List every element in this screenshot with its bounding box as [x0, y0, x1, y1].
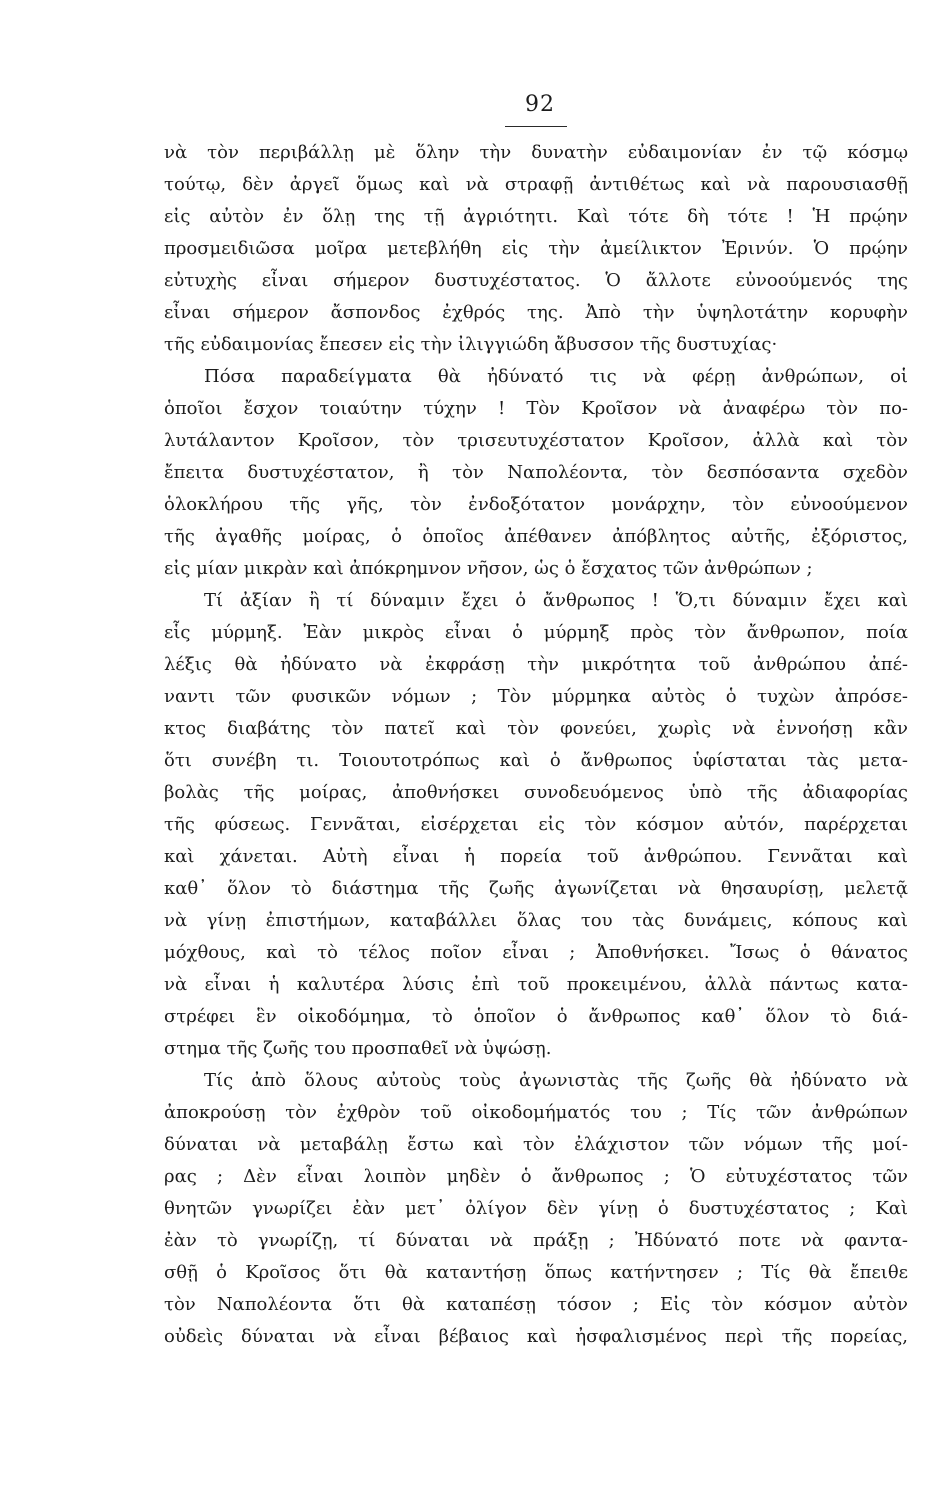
text-line: ὅτι συνέβη τι. Τοιουτοτρόπως καὶ ὁ ἄνθρωπος ὑφίσταται τὰς μετα-	[164, 750, 908, 771]
text-line: εἰς μίαν μικρὰν καὶ ἀπόκρημνον νῆσον, ὡς ὁ ἔσχατος τῶν ἀνθρώπων ;	[164, 558, 813, 579]
body-text	[164, 137, 908, 1353]
text-line: νὰ τὸν περιβάλλῃ μὲ ὅλην τὴν δυνατὴν εὐδαιμονίαν ἐν τῷ κόσμῳ	[164, 142, 908, 163]
text-line: μόχθους, καὶ τὸ τέλος ποῖον εἶναι ; Ἀποθνήσκει. Ἴσως ὁ θάνατος	[164, 942, 908, 963]
text-line: εἰς αὐτὸν ἐν ὅλῃ της τῇ ἀγριότητι. Καὶ τότε δὴ τότε ! Ἡ πρῴην	[164, 206, 908, 227]
text-line: λυτάλαντον Κροῖσον, τὸν τρισευτυχέστατον Κροῖσον, ἀλλὰ καὶ τὸν	[164, 430, 908, 451]
text-line: λέξις θὰ ἠδύνατο νὰ ἐκφράσῃ τὴν μικρότητα τοῦ ἀνθρώπου ἀπέ-	[164, 654, 908, 675]
text-line: δύναται νὰ μεταβάλῃ ἔστω καὶ τὸν ἐλάχιστον τῶν νόμων τῆς μοί-	[164, 1134, 908, 1155]
text-line: τῆς εὐδαιμονίας ἔπεσεν εἰς τὴν ἰλιγγιώδη ἄβυσσον τῆς δυστυχίας·	[164, 334, 778, 355]
text-line: στημα τῆς ζωῆς του προσπαθεῖ νὰ ὑψώσῃ.	[164, 1038, 552, 1059]
text-line: ρας ; Δὲν εἶναι λοιπὸν μηδὲν ὁ ἄνθρωπος ; Ὁ εὐτυχέστατος τῶν	[164, 1166, 908, 1187]
text-line: προσμειδιῶσα μοῖρα μετεβλήθη εἰς τὴν ἀμείλικτον Ἐρινύν. Ὁ πρῴην	[164, 238, 908, 259]
text-line: ὁλοκλήρου τῆς γῆς, τὸν ἐνδοξότατον μονάρχην, τὸν εὐνοούμενον	[164, 494, 908, 515]
text-line: ναντι τῶν φυσικῶν νόμων ; Τὸν μύρμηκα αὐτὸς ὁ τυχὼν ἀπρόσε-	[164, 686, 908, 707]
text-line: νὰ εἶναι ἡ καλυτέρα λύσις ἐπὶ τοῦ προκειμένου, ἀλλὰ πάντως κατα-	[164, 974, 908, 995]
text-line: Τί ἀξίαν ἢ τί δύναμιν ἔχει ὁ ἄνθρωπος ! Ὅ,τι δύναμιν ἔχει καὶ	[204, 590, 908, 611]
text-line: ὁποῖοι ἔσχον τοιαύτην τύχην ! Τὸν Κροῖσον νὰ ἀναφέρω τὸν πο-	[164, 398, 908, 419]
text-line: ἔπειτα δυστυχέστατον, ἢ τὸν Ναπολέοντα, τὸν δεσπόσαντα σχεδὸν	[164, 462, 908, 483]
text-line: τῆς ἀγαθῆς μοίρας, ὁ ὁποῖος ἀπέθανεν ἀπόβλητος αὐτῆς, ἐξόριστος,	[164, 526, 908, 547]
text-line: εἶναι σήμερον ἄσπονδος ἐχθρός της. Ἀπὸ τὴν ὑψηλοτάτην κορυφὴν	[164, 302, 908, 323]
text-line: σθῇ ὁ Κροῖσος ὅτι θὰ καταντήσῃ ὅπως κατήντησεν ; Τίς θὰ ἔπειθε	[164, 1262, 908, 1283]
text-line: τὸν Ναπολέοντα ὅτι θὰ καταπέσῃ τόσον ; Εἰς τὸν κόσμον αὐτὸν	[164, 1294, 908, 1315]
text-line: κτος διαβάτης τὸν πατεῖ καὶ τὸν φονεύει, χωρὶς νὰ ἐννοήσῃ κἂν	[164, 718, 908, 739]
text-line: τῆς φύσεως. Γεννᾶται, εἰσέρχεται εἰς τὸν κόσμον αὐτόν, παρέρχεται	[164, 814, 908, 835]
text-line: νὰ γίνῃ ἐπιστήμων, καταβάλλει ὅλας του τὰς δυνάμεις, κόπους καὶ	[164, 910, 908, 931]
text-line: οὐδεὶς δύναται νὰ εἶναι βέβαιος καὶ ἠσφαλισμένος περὶ τῆς πορείας,	[164, 1326, 908, 1347]
text-line: ἐὰν τὸ γνωρίζῃ, τί δύναται νὰ πράξῃ ; Ἠδύνατό ποτε νὰ φαντα-	[164, 1230, 908, 1251]
page-number-rule	[505, 126, 567, 127]
page-number: 92	[525, 92, 555, 117]
text-line: καὶ χάνεται. Αὐτὴ εἶναι ἡ πορεία τοῦ ἀνθρώπου. Γεννᾶται καὶ	[164, 846, 908, 867]
text-line: τούτῳ, δὲν ἀργεῖ ὅμως καὶ νὰ στραφῇ ἀντιθέτως καὶ νὰ παρουσιασθῇ	[164, 174, 908, 195]
text-line: Τίς ἀπὸ ὅλους αὐτοὺς τοὺς ἀγωνιστὰς τῆς ζωῆς θὰ ἠδύνατο νὰ	[204, 1070, 908, 1091]
text-line: ἀποκρούσῃ τὸν ἐχθρὸν τοῦ οἰκοδομήματός του ; Τίς τῶν ἀνθρώπων	[164, 1102, 908, 1123]
text-line: βολὰς τῆς μοίρας, ἀποθνήσκει συνοδευόμενος ὑπὸ τῆς ἀδιαφορίας	[164, 782, 908, 803]
text-line: Πόσα παραδείγματα θὰ ἠδύνατό τις νὰ φέρῃ ἀνθρώπων, οἱ	[204, 366, 908, 387]
text-line: καθ᾽ ὅλον τὸ διάστημα τῆς ζωῆς ἀγωνίζεται νὰ θησαυρίσῃ, μελετᾷ	[164, 878, 908, 899]
text-line: θνητῶν γνωρίζει ἐὰν μετ᾽ ὀλίγον δὲν γίνῃ ὁ δυστυχέστατος ; Καὶ	[164, 1198, 908, 1219]
text-line: εὐτυχὴς εἶναι σήμερον δυστυχέστατος. Ὁ ἄλλοτε εὐνοούμενός της	[164, 270, 908, 291]
text-line: στρέφει ἓν οἰκοδόμημα, τὸ ὁποῖον ὁ ἄνθρωπος καθ᾽ ὅλον τὸ διά-	[164, 1006, 908, 1027]
text-line: εἷς μύρμηξ. Ἐὰν μικρὸς εἶναι ὁ μύρμηξ πρὸς τὸν ἄνθρωπον, ποία	[164, 622, 908, 643]
